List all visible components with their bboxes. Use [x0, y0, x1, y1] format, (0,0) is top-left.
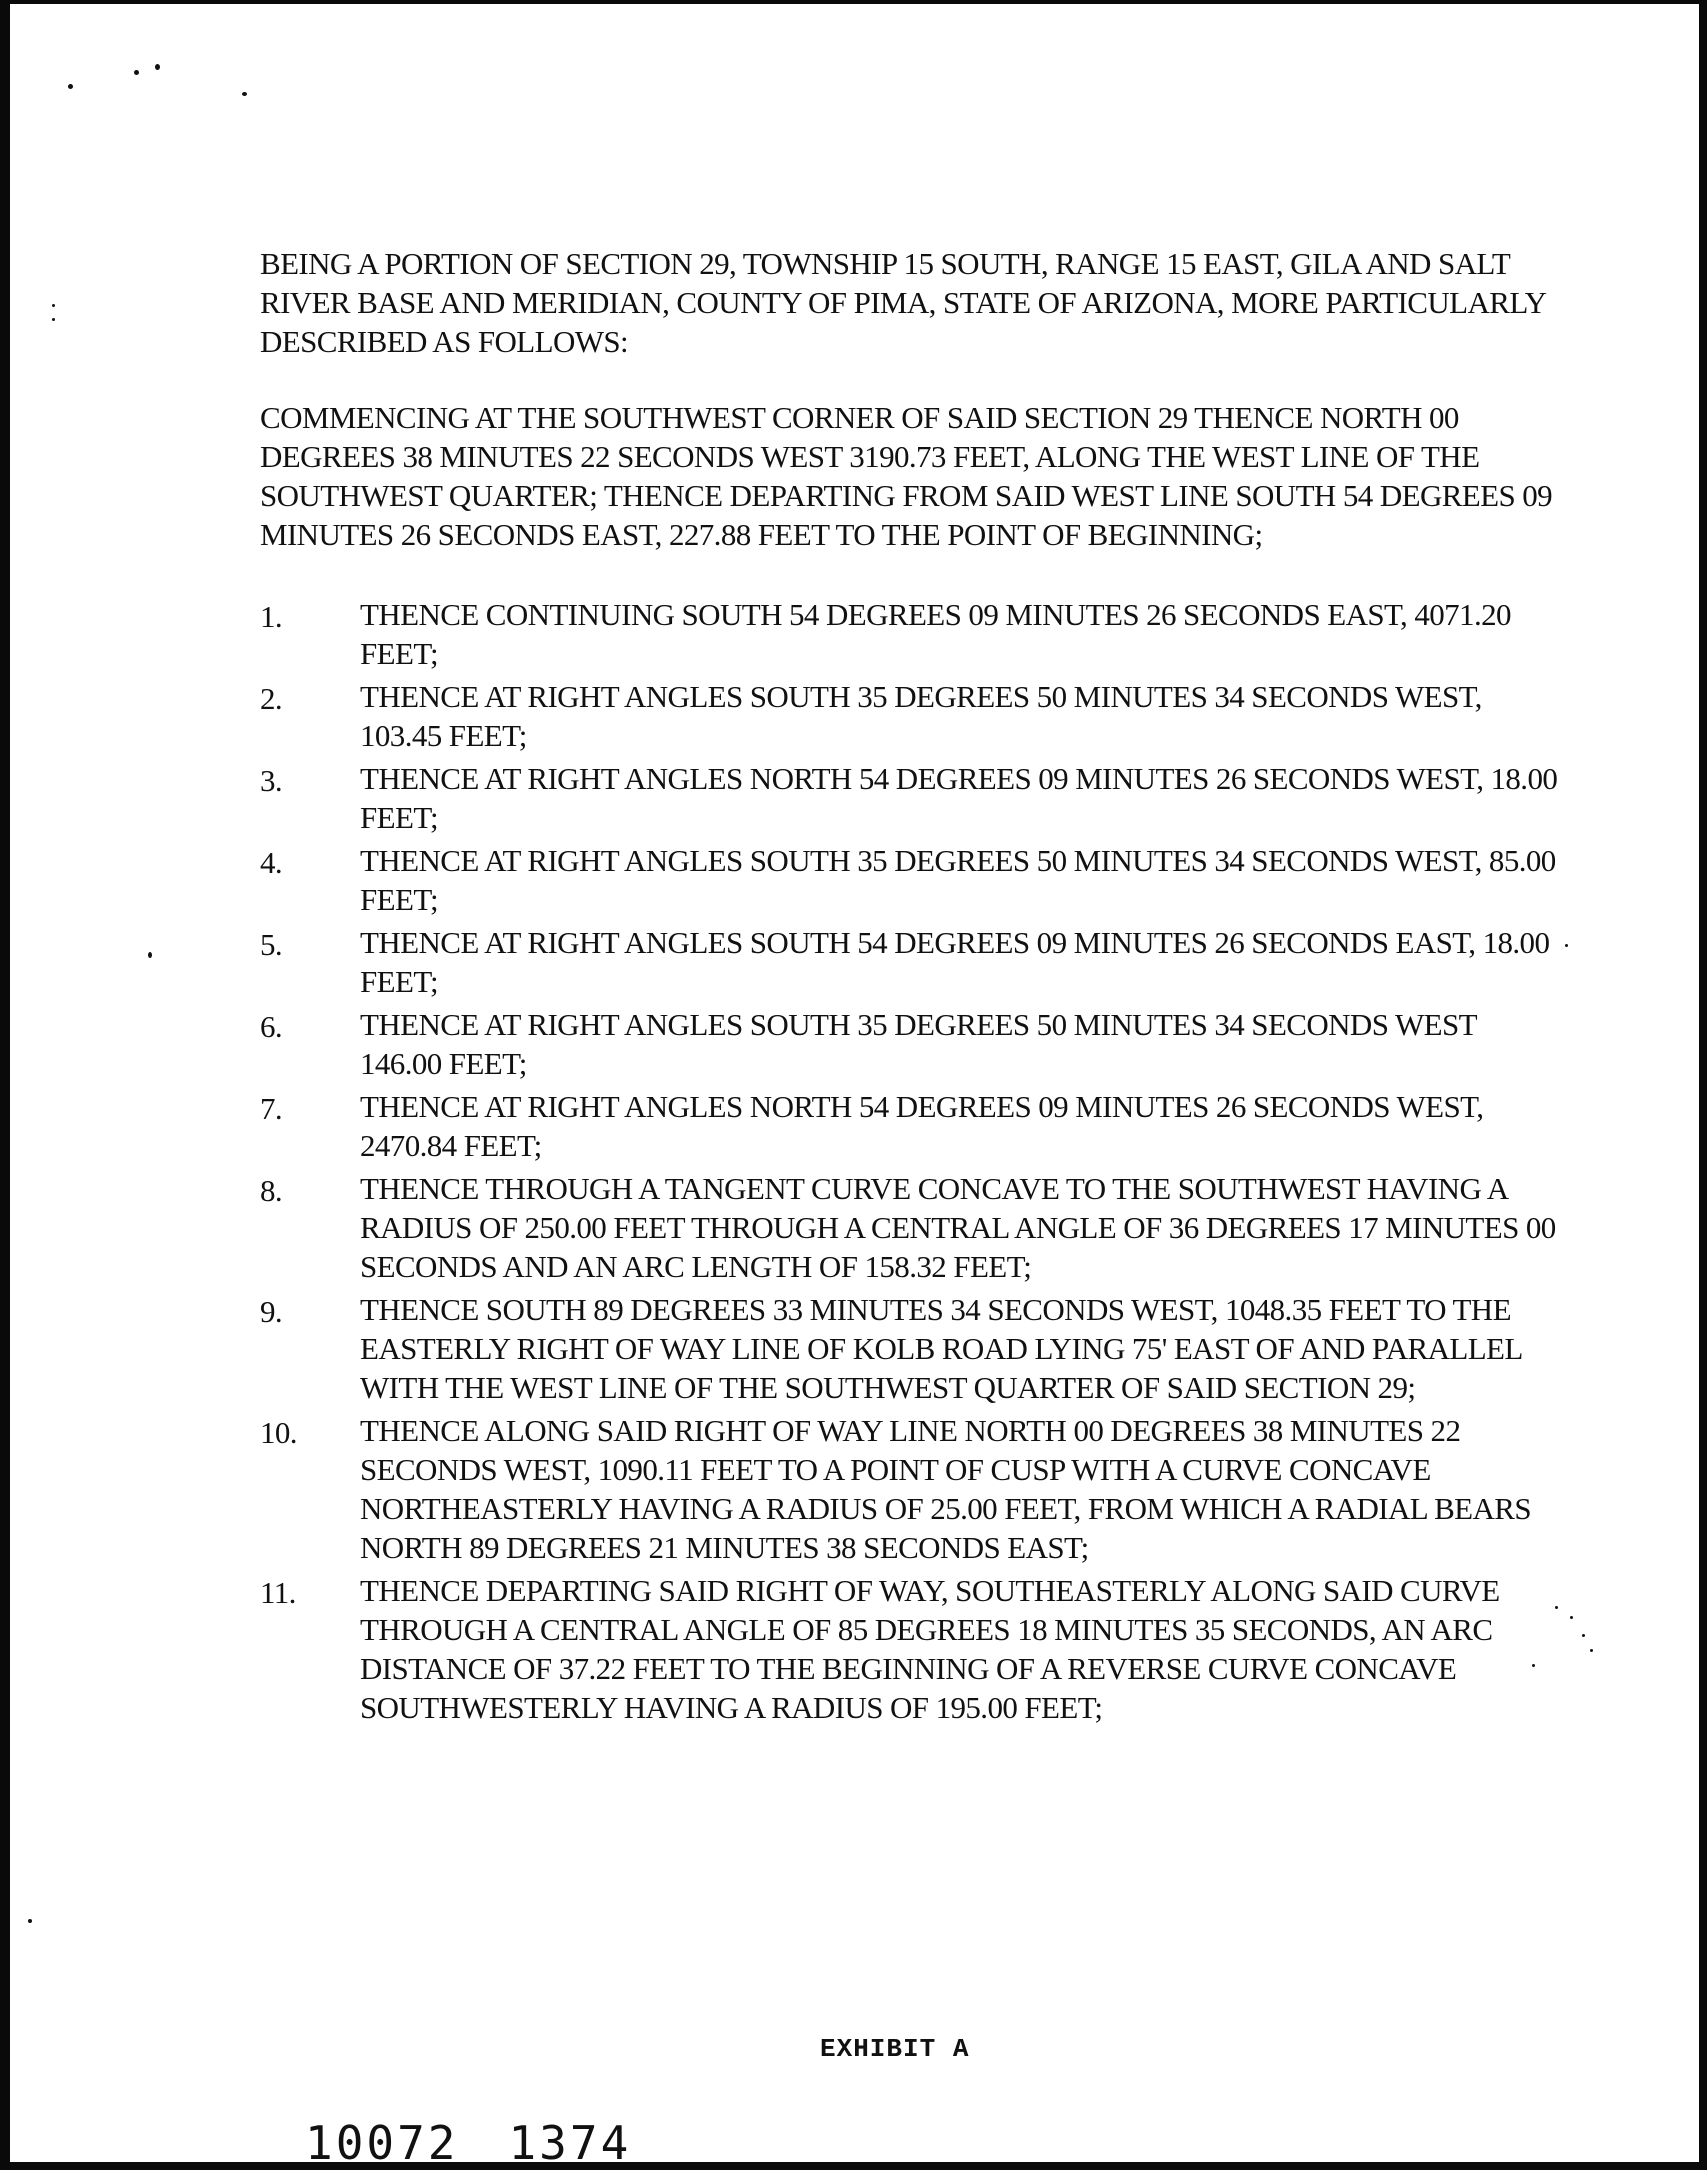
- scan-speck: [52, 304, 55, 307]
- list-item: [260, 841, 1560, 919]
- course-number: 11.: [260, 1575, 296, 1610]
- recording-page: 1374: [508, 2116, 632, 2170]
- course-number: 8.: [260, 1173, 283, 1208]
- list-item: [260, 1411, 1560, 1567]
- course-text: THENCE AT RIGHT ANGLES SOUTH 35 DEGREES 50 MINUTES 34 SECONDS WEST, 103.45 FEET;: [360, 679, 1482, 753]
- course-number: 7.: [260, 1091, 283, 1126]
- scan-speck: [1565, 944, 1568, 947]
- scan-speck: [1590, 1649, 1593, 1652]
- course-text: THENCE AT RIGHT ANGLES NORTH 54 DEGREES 09 MINUTES 26 SECONDS WEST, 2470.84 FEET;: [360, 1089, 1484, 1163]
- scan-speck: [1582, 1634, 1585, 1637]
- course-number: 10.: [260, 1415, 297, 1450]
- scan-speck: [28, 1919, 32, 1923]
- course-text: THENCE ALONG SAID RIGHT OF WAY LINE NORTH 00 DEGREES 38 MINUTES 22 SECONDS WEST, 1090.11 FEET TO A POINT OF CUSP WITH A CURVE CONCAVE NORTHEASTERLY HAVING A RADIUS OF 25.00 FEET, FROM WHICH A RADIAL BEARS NORTH 89 DEGREES 21 MINUTES 38 SECONDS EAST;: [360, 1413, 1532, 1565]
- scan-speck: [68, 84, 73, 89]
- exhibit-label: EXHIBIT A: [820, 2034, 970, 2064]
- recording-number: [305, 2116, 631, 2170]
- list-item: [260, 595, 1560, 673]
- course-text: THENCE AT RIGHT ANGLES SOUTH 35 DEGREES 50 MINUTES 34 SECONDS WEST 146.00 FEET;: [360, 1007, 1477, 1081]
- course-number: 5.: [260, 927, 283, 962]
- course-number: 3.: [260, 763, 283, 798]
- course-text: THENCE DEPARTING SAID RIGHT OF WAY, SOUTHEASTERLY ALONG SAID CURVE THROUGH A CENTRAL ANGLE OF 85 DEGREES 18 MINUTES 35 SECONDS, AN ARC DISTANCE OF 37.22 FEET TO THE BEGINNING OF A REVERSE CURVE CONCAVE SOUTHWESTERLY HAVING A RADIUS OF 195.00 FEET;: [360, 1573, 1500, 1725]
- course-number: 9.: [260, 1294, 283, 1329]
- course-text: THENCE THROUGH A TANGENT CURVE CONCAVE TO THE SOUTHWEST HAVING A RADIUS OF 250.00 FEET THROUGH A CENTRAL ANGLE OF 36 DEGREES 17 MINUTES 00 SECONDS AND AN ARC LENGTH OF 158.32 FEET;: [360, 1171, 1556, 1284]
- list-item: [260, 759, 1560, 837]
- course-text: THENCE CONTINUING SOUTH 54 DEGREES 09 MINUTES 26 SECONDS EAST, 4071.20 FEET;: [360, 597, 1511, 671]
- scan-speck: [148, 952, 152, 958]
- list-item: [260, 1005, 1560, 1083]
- course-number: 1.: [260, 599, 283, 634]
- recording-docket: 10072: [305, 2116, 459, 2170]
- scan-speck: [134, 70, 139, 75]
- scan-speck: [242, 92, 247, 96]
- list-item: [260, 1087, 1560, 1165]
- legal-description: [260, 244, 1560, 1731]
- course-number: 4.: [260, 845, 283, 880]
- list-item: [260, 677, 1560, 755]
- course-text: THENCE AT RIGHT ANGLES SOUTH 54 DEGREES 09 MINUTES 26 SECONDS EAST, 18.00 FEET;: [360, 925, 1550, 999]
- course-text: THENCE AT RIGHT ANGLES SOUTH 35 DEGREES 50 MINUTES 34 SECONDS WEST, 85.00 FEET;: [360, 843, 1556, 917]
- list-item: [260, 1169, 1560, 1286]
- course-list: [260, 595, 1560, 1727]
- scan-speck: [1570, 1616, 1573, 1619]
- course-text: THENCE AT RIGHT ANGLES NORTH 54 DEGREES 09 MINUTES 26 SECONDS WEST, 18.00 FEET;: [360, 761, 1558, 835]
- intro-paragraph: BEING A PORTION OF SECTION 29, TOWNSHIP 15 SOUTH, RANGE 15 EAST, GILA AND SALT RIVER BASE AND MERIDIAN, COUNTY OF PIMA, STATE OF ARIZONA, MORE PARTICULARLY DESCRIBED AS FOLLOWS:: [260, 246, 1546, 359]
- scan-speck: [52, 318, 55, 321]
- commencing-paragraph: COMMENCING AT THE SOUTHWEST CORNER OF SAID SECTION 29 THENCE NORTH 00 DEGREES 38 MINUTES 22 SECONDS WEST 3190.73 FEET, ALONG THE WEST LINE OF THE SOUTHWEST QUARTER; THENCE DEPARTING FROM SAID WEST LINE SOUTH 54 DEGREES 09 MINUTES 26 SECONDS EAST, 227.88 FEET TO THE POINT OF BEGINNING;: [260, 400, 1553, 552]
- course-number: 6.: [260, 1009, 283, 1044]
- list-item: [260, 1290, 1560, 1407]
- course-number: 2.: [260, 681, 283, 716]
- list-item: [260, 1571, 1560, 1727]
- list-item: [260, 923, 1560, 1001]
- scan-speck: [155, 64, 160, 70]
- course-text: THENCE SOUTH 89 DEGREES 33 MINUTES 34 SECONDS WEST, 1048.35 FEET TO THE EASTERLY RIGHT OF WAY LINE OF KOLB ROAD LYING 75' EAST OF AND PARALLEL WITH THE WEST LINE OF THE SOUTHWEST QUARTER OF SAID SECTION 29;: [360, 1292, 1522, 1405]
